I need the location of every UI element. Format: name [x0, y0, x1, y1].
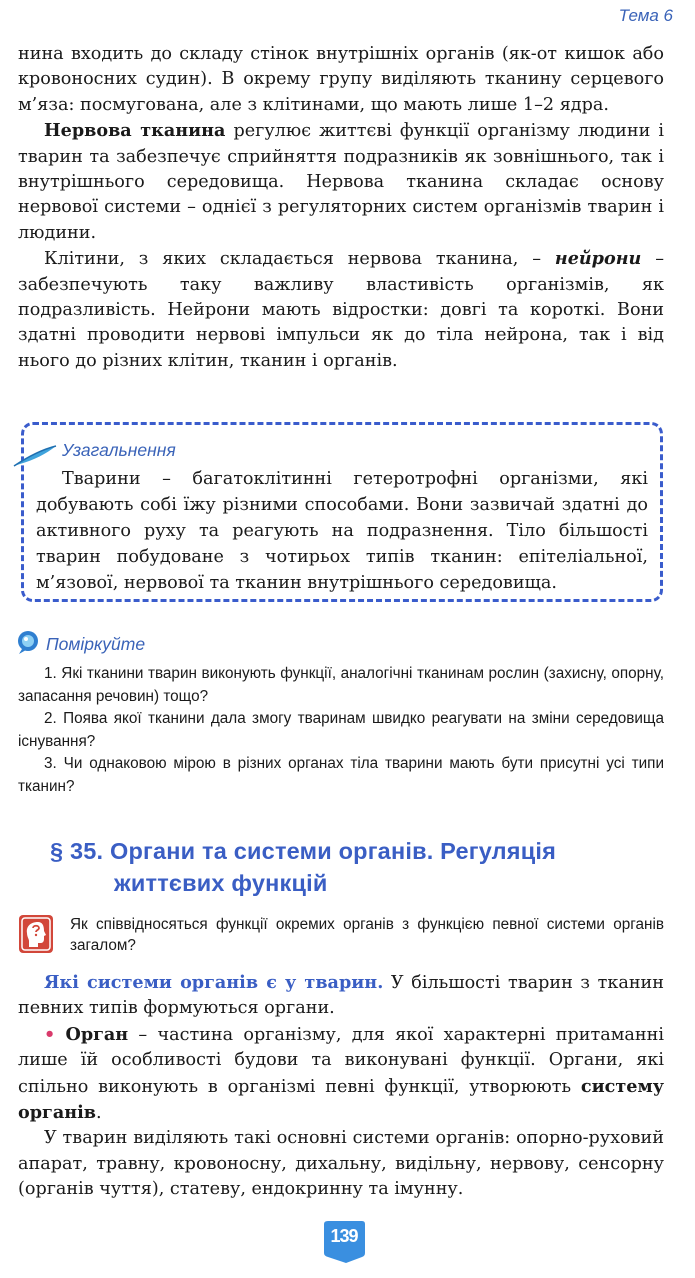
head-question-icon — [18, 914, 54, 954]
think-title: Поміркуйте — [46, 634, 146, 654]
body-paragraph-2 — [18, 1022, 664, 1127]
question-1: 1. Які тканини тварин виконують функції, аналогічні тканинам рослин (захисну, опорну, запасання речовин) тощо? — [18, 665, 664, 705]
body-paragraph-1 — [18, 970, 664, 1022]
summary-title: Узагальнення — [62, 440, 176, 460]
subheading-organ-systems: Які системи органів є у тварин. — [44, 972, 384, 993]
section-heading-line-2: життєвих функцій — [114, 870, 328, 896]
intro-paragraph-1: нина входить до складу стінок внутрішніх органів (як-от кишок або кровоносних судин). В окрему групу виділяють тканину серцевого м’яза: посмугована, але з клітинами, що мають лише 1–2 ядра. — [18, 44, 664, 115]
term-organ: Орган — [65, 1023, 129, 1045]
body-paragraph-2-end: . — [96, 1103, 102, 1124]
question-2: 2. Поява якої тканини дала змогу тваринам швидко реагувати на зміни середовища існування? — [18, 710, 664, 750]
intro-paragraph-3-start: Клітини, з яких складається нервова тканина, – — [44, 249, 555, 270]
term-nervous-tissue: Нервова тканина — [44, 120, 226, 142]
body-paragraph-3: У тварин виділяють такі основні системи органів: опорно-руховий апарат, травну, кровоносну, дихальну, видільну, нервову, сенсорну (органів чуття), статеву, ендокринну та імунну. — [18, 1128, 664, 1200]
question-3: 3. Чи однаковою мірою в різних органах тіла тварини мають бути присутні усі типи тканин? — [18, 755, 664, 795]
feather-pen-icon — [12, 442, 58, 468]
body-paragraph-1-text: У більшості тварин з тканин певних типів формуються органи. — [18, 973, 665, 1019]
intro-paragraph-3 — [18, 246, 664, 374]
section-heading-line-1: § 35. Органи та системи органів. Регуляція — [50, 838, 557, 864]
intro-paragraph-3-text: – забезпечують таку важливу властивість організмів, як подразливість. Нейрони мають відростки: довгі та короткі. Вони здатні проводити нервові імпульси як до тіла нейрона, так і від нього до різних клітин, тканин і органів. — [18, 249, 665, 371]
term-neurons: нейрони — [554, 248, 642, 270]
topic-label: Тема 6 — [618, 6, 673, 25]
summary-paragraph: Тварини – багатоклітинні гетеротрофні організми, які добувають собі їжу різними способами. Вони зазвичай здатні до активного руху та реагують на подразнення. Тіло більшості тварин побудоване з чотирьох типів тканин: епітеліальної, м’язової, нервової та тканин внутрішнього середовища. — [36, 469, 648, 593]
think-bulb-icon — [16, 629, 42, 655]
bullet-marker: • — [44, 1023, 56, 1045]
intro-paragraph-2-text: регулює життєві функції організму людини і тварин та забезпечує сприйняття подразників як зовнішнього, так і внутрішнього середовища. Нервова тканина складає основу нервової системи – однієї з регуляторних систем організмів тварин і людини. — [18, 121, 664, 243]
section-question: Як співвідносяться функції окремих органів з функцією певної системи органів загалом? — [70, 916, 664, 954]
think-questions — [18, 663, 664, 798]
intro-text — [18, 42, 664, 374]
page-number: 139 — [330, 1226, 358, 1246]
section-heading — [50, 835, 556, 899]
term-organ-system: систему органів — [18, 1075, 664, 1124]
section-body — [18, 970, 664, 1203]
body-paragraph-2-text: – частина організму, для якої характерні притаманні лише їй особливості будови та виконувані функції. Органи, які спільно виконують в організмі певні функції, утворюють — [18, 1024, 664, 1097]
intro-paragraph-2 — [18, 118, 664, 246]
summary-text — [36, 466, 648, 596]
